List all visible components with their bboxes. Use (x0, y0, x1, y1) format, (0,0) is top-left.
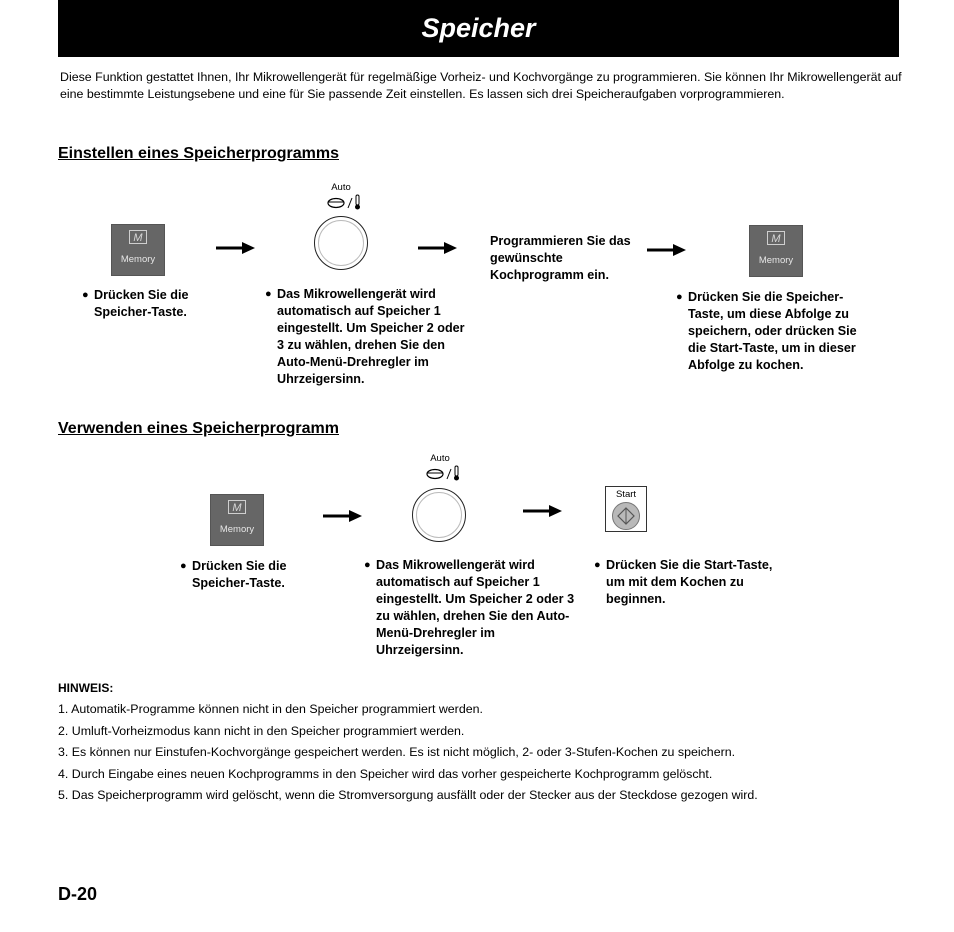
memory-label: Memory (219, 524, 255, 535)
start-circle (612, 502, 640, 530)
arrow-right-icon (647, 243, 687, 257)
dial-auto-label: Auto (331, 182, 351, 193)
auto-menu-dial[interactable] (314, 216, 368, 270)
dial-auto-label: Auto (430, 453, 450, 464)
section-heading-use-memory: Verwenden eines Speicherprogramm (58, 420, 339, 437)
page-title: Speicher (421, 13, 536, 43)
section-heading-set-memory: Einstellen eines Speicherprogramms (58, 145, 339, 162)
auto-dial-group (306, 182, 376, 292)
step-text: ● Das Mikrowellengerät wird automatisch auf Speicher 1 eingestellt. Um Speicher 2 oder 3 zu wählen, drehen Sie den Auto-Menü-Drehregler im Uhrzeigersinn. (364, 558, 575, 657)
note-item: 4. Durch Eingabe eines neuen Kochprogramms in den Speicher wird das vorher gespeicherte Kochprogramm gelöscht. (58, 766, 713, 781)
note-item: 1. Automatik-Programme können nicht in den Speicher programmiert werden. (58, 702, 483, 716)
auto-menu-dial[interactable] (412, 488, 466, 542)
step-text: ● Drücken Sie die Speicher-Taste. (82, 288, 189, 319)
step-text: ● Drücken Sie die Speicher-Taste, um diese Abfolge zu speichern, oder drücken Sie die Start-Taste, um in dieser Abfolge zu kochen. (676, 290, 857, 372)
pot-thermometer-icon (411, 465, 471, 481)
notes-section (58, 681, 918, 809)
memory-letter: M (228, 500, 246, 514)
start-button[interactable] (605, 486, 647, 532)
page-title-bar (58, 0, 899, 57)
step-text: ● Drücken Sie die Start-Taste, um mit dem Kochen zu beginnen. (594, 558, 773, 606)
memory-button[interactable] (749, 225, 803, 277)
memory-label: Memory (758, 255, 794, 266)
note-item: 5. Das Speicherprogramm wird gelöscht, wenn die Stromversorgung ausfällt oder der Stecker aus der Steckdose gezogen wird. (58, 788, 758, 803)
arrow-right-icon (418, 241, 458, 255)
start-label: Start (615, 489, 637, 500)
note-item: 2. Umluft-Vorheizmodus kann nicht in den Speicher programmiert werden. (58, 723, 465, 738)
auto-dial-group (405, 453, 475, 563)
memory-button[interactable] (111, 224, 165, 276)
intro-paragraph: Diese Funktion gestattet Ihnen, Ihr Mikrowellengerät für regelmäßige Vorheiz- und Kochvorgänge zu programmieren. Sie können Ihr Mikrowellengerät auf eine bestimmte Leistungsebene und eine für Sie passende Zeit einstellen. Es lassen sich drei Speicheraufgaben vorprogrammieren. (60, 70, 902, 101)
step-text: ● Drücken Sie die Speicher-Taste. (180, 559, 287, 590)
memory-letter: M (129, 230, 147, 244)
note-item: 3. Es können nur Einstufen-Kochvorgänge gespeichert werden. Es ist nicht möglich, 2- oder 3-Stufen-Kochen zu speichern. (58, 745, 736, 760)
arrow-right-icon (523, 504, 563, 518)
step-text: ● Das Mikrowellengerät wird automatisch auf Speicher 1 eingestellt. Um Speicher 2 oder 3 zu wählen, drehen Sie den Auto-Menü-Drehregler im Uhrzeigersinn. (265, 287, 465, 386)
memory-button[interactable] (210, 494, 264, 546)
start-diamond-icon (613, 503, 639, 529)
arrow-right-icon (323, 509, 363, 523)
pot-thermometer-icon (312, 194, 372, 210)
arrow-right-icon (216, 241, 256, 255)
step-program-text: Programmieren Sie das gewünschte Kochprogramm ein. (490, 234, 631, 282)
notes-heading: HINWEIS: (58, 681, 114, 695)
page-number: D-20 (58, 884, 98, 904)
memory-letter: M (767, 231, 785, 245)
memory-label: Memory (120, 254, 156, 265)
